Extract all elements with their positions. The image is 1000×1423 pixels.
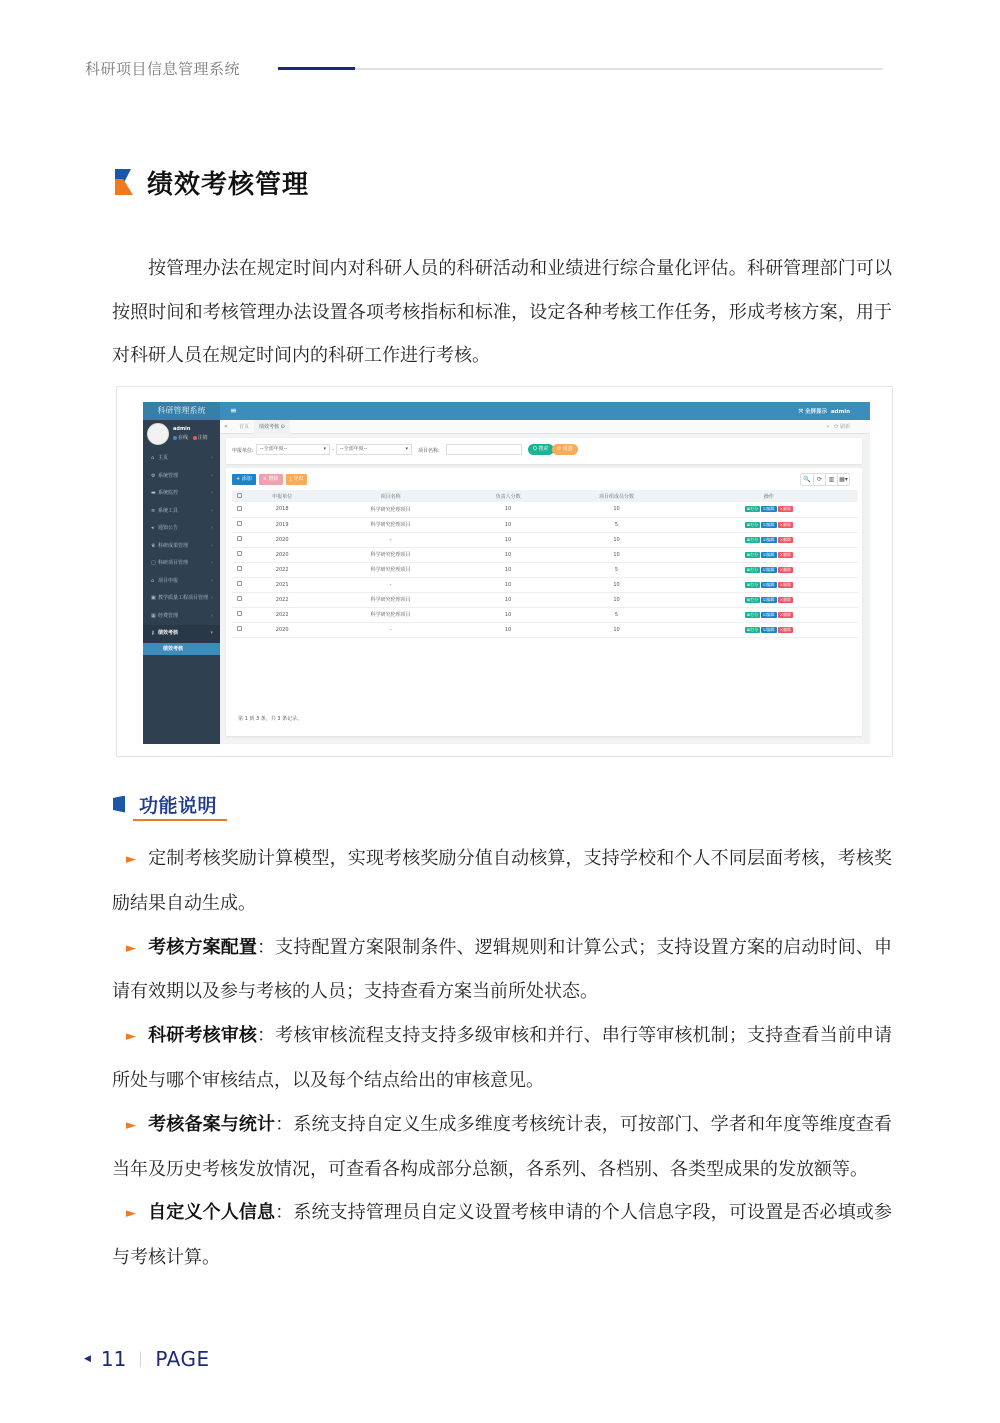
func-title: 功能说明 bbox=[139, 794, 218, 817]
col-leader-score[interactable]: 负责人分数 bbox=[495, 493, 521, 500]
chevron-down-icon: ▾ bbox=[323, 446, 326, 452]
cell-actions bbox=[680, 592, 858, 607]
project-name-label: 项目名称: bbox=[418, 448, 440, 454]
table-row bbox=[232, 607, 858, 622]
func-title-underline bbox=[133, 819, 227, 821]
logout-icon bbox=[193, 436, 197, 440]
func-heading bbox=[113, 789, 217, 819]
cell-unit: 2020 bbox=[275, 626, 289, 633]
select-all-checkbox[interactable] bbox=[237, 493, 242, 498]
row-checkbox[interactable] bbox=[237, 581, 242, 586]
score-button[interactable]: ≣打分 bbox=[746, 521, 759, 527]
chevron-left-icon: ‹ bbox=[211, 455, 213, 461]
tab-home[interactable]: 首页 bbox=[239, 424, 250, 430]
monitor-icon: ▬ bbox=[151, 490, 156, 496]
edit-button[interactable]: ☑编辑 bbox=[763, 626, 775, 632]
chevron-left-icon: ‹ bbox=[211, 507, 213, 514]
refresh-icon[interactable]: ⟳ bbox=[813, 474, 825, 485]
table-header-row bbox=[232, 490, 858, 502]
cell-member-score: 10 bbox=[613, 536, 620, 543]
delete-button[interactable]: × 删除 bbox=[259, 474, 283, 485]
chevron-left-icon: ‹ bbox=[211, 595, 213, 601]
search-button[interactable]: Q 搜索 bbox=[528, 444, 554, 455]
unit-label: 申报单位: bbox=[232, 448, 254, 454]
chevron-left-icon: ‹ bbox=[211, 542, 213, 549]
sidebar-item[interactable] bbox=[143, 538, 220, 556]
sidebar-item-label: 通知公告 bbox=[158, 525, 179, 531]
book-icon: ▣ bbox=[151, 595, 156, 601]
edit-button[interactable]: ☑编辑 bbox=[763, 566, 775, 572]
row-delete-button[interactable]: ×删除 bbox=[779, 626, 792, 632]
cell-leader-score: 10 bbox=[504, 581, 512, 588]
score-button[interactable]: ≣打分 bbox=[746, 566, 759, 572]
app-topbar bbox=[220, 402, 870, 420]
cell-actions bbox=[680, 547, 858, 562]
page-number: 11 bbox=[100, 1347, 127, 1371]
row-delete-button[interactable]: ×删除 bbox=[779, 506, 792, 512]
cell-leader-score: 10 bbox=[504, 626, 512, 633]
gear-icon: ⚙ bbox=[151, 472, 156, 479]
brand-logo-icon bbox=[115, 169, 133, 195]
sidebar-item-label: 系统管理 bbox=[158, 472, 179, 479]
table-row bbox=[232, 547, 858, 562]
row-delete-button[interactable]: ×删除 bbox=[779, 521, 792, 527]
tab-scroll-right-icon[interactable]: » bbox=[826, 424, 830, 430]
row-checkbox[interactable] bbox=[237, 626, 242, 631]
cell-unit: 2021 bbox=[275, 581, 289, 588]
sidebar-item[interactable] bbox=[143, 468, 220, 486]
sidebar-item-label: 经费管理 bbox=[158, 612, 179, 619]
topbar-user[interactable]: admin bbox=[830, 409, 850, 415]
cell-actions bbox=[680, 577, 858, 592]
cell-actions bbox=[680, 562, 858, 577]
col-member-score[interactable]: 项目组成员分数 bbox=[599, 493, 635, 500]
edit-button[interactable]: ☑编辑 bbox=[763, 596, 775, 602]
header-rule bbox=[278, 68, 883, 70]
key-icon: ⚷ bbox=[151, 630, 155, 636]
pagination-summary: 第 1 到 3 条，共 3 条记录。 bbox=[238, 716, 303, 722]
row-checkbox[interactable] bbox=[237, 551, 242, 556]
feature-item: ► 考核备案与统计：系统支持自定义生成多维度考核统计表，可按部门、学者和年度等维度查看当年及历史考核发放情况，可查看各构成部分总额，各系列、各档别、各类型成果的发放额等。 bbox=[112, 1103, 892, 1192]
row-delete-button[interactable]: ×删除 bbox=[779, 581, 792, 587]
tools-icon: ≡ bbox=[151, 507, 156, 514]
sidebar-item-label: 绩效考核 bbox=[158, 630, 179, 636]
feature-list bbox=[112, 837, 892, 1280]
cell-project-name: 科学研究伦理项目 bbox=[370, 612, 411, 618]
score-button[interactable]: ≣打分 bbox=[746, 551, 759, 557]
sidebar-item[interactable] bbox=[143, 520, 220, 538]
edit-button[interactable]: ☑编辑 bbox=[763, 581, 775, 587]
table-view-tools bbox=[800, 473, 850, 486]
col-project-name[interactable]: 项目名称 bbox=[380, 493, 401, 500]
section-title: 绩效考核管理 bbox=[147, 169, 310, 200]
col-unit[interactable]: 申报单位 bbox=[272, 493, 293, 500]
chevron-left-icon: ‹ bbox=[211, 525, 213, 531]
user-panel bbox=[143, 420, 220, 450]
cell-leader-score: 10 bbox=[504, 611, 512, 618]
feature-item: ► 考核方案配置：支持配置方案限制条件、逻辑规则和计算公式；支持设置方案的启动时间、申请有效期以及参与考核的人员；支持查看方案当前所处状态。 bbox=[112, 926, 892, 1015]
cell-unit: 2019 bbox=[275, 521, 289, 528]
chevron-left-icon: ‹ bbox=[211, 577, 213, 584]
cell-project-name: 科学研究伦理项目 bbox=[370, 552, 411, 558]
score-button[interactable]: ≣打分 bbox=[746, 506, 759, 512]
online-dot-icon bbox=[173, 436, 177, 440]
sidebar-item-label: 科研项目管理 bbox=[158, 560, 189, 566]
edit-button[interactable]: ☑编辑 bbox=[763, 506, 775, 512]
cell-member-score: 10 bbox=[613, 626, 620, 633]
cell-unit: 2020 bbox=[275, 536, 289, 543]
table-row bbox=[232, 577, 858, 592]
cell-leader-score: 10 bbox=[504, 566, 512, 573]
cell-project-name: - bbox=[389, 536, 392, 543]
score-button[interactable]: ≣打分 bbox=[746, 596, 759, 602]
reset-button[interactable]: ⟳ 重置 bbox=[552, 444, 578, 455]
feature-item: ► 自定义个人信息：系统支持管理员自定义设置考核申请的个人信息字段，可设置是否必填或参与考核计算。 bbox=[112, 1191, 892, 1280]
cell-leader-score: 10 bbox=[504, 536, 512, 543]
toggle-view-icon[interactable]: ▥ bbox=[825, 474, 837, 485]
arrow-right-icon: ► bbox=[126, 1029, 136, 1045]
row-delete-button[interactable]: ×删除 bbox=[779, 611, 792, 617]
cell-member-score: 10 bbox=[613, 506, 620, 513]
year-select-1[interactable]: --全部年度-- ▾ bbox=[256, 444, 330, 455]
sidebar-item-label: 科研成果管理 bbox=[158, 542, 189, 549]
topbar-right bbox=[799, 407, 850, 416]
cell-project-name: 科学研究伦理项目 bbox=[370, 506, 411, 513]
arrow-right-icon: ► bbox=[126, 1117, 136, 1133]
app-brand: 科研管理系统 bbox=[143, 402, 220, 420]
columns-icon[interactable]: ▦▾ bbox=[837, 474, 849, 485]
row-delete-button[interactable]: ×删除 bbox=[779, 566, 792, 572]
system-title: 科研项目信息管理系统 bbox=[85, 60, 241, 78]
table-row bbox=[232, 502, 858, 517]
score-button[interactable]: ≣打分 bbox=[746, 626, 759, 632]
cell-project-name: - bbox=[389, 626, 392, 633]
sidebar-item[interactable] bbox=[143, 503, 220, 521]
chevron-left-icon: ‹ bbox=[211, 612, 213, 619]
project-icon: ▢ bbox=[151, 560, 156, 566]
fullscreen-button[interactable]: ⤧ 全屏显示 bbox=[798, 409, 827, 415]
cell-unit: 2022 bbox=[275, 596, 289, 603]
cell-actions bbox=[680, 532, 858, 547]
logout-link[interactable]: 注销 bbox=[197, 435, 208, 441]
triangle-left-icon: ◀ bbox=[84, 1354, 91, 1364]
table-row bbox=[232, 532, 858, 547]
tab-right-controls bbox=[826, 423, 850, 430]
sidebar-item-label: 项目申报 bbox=[158, 577, 179, 584]
row-delete-button[interactable]: ×删除 bbox=[779, 551, 792, 557]
cell-unit: 2020 bbox=[275, 551, 289, 558]
cell-project-name: 科学研究伦理项目 bbox=[370, 522, 411, 528]
megaphone-icon: ◂ bbox=[151, 525, 154, 531]
feature-item: ► 定制考核奖励计算模型，实现考核奖励分值自动核算，支持学校和个人不同层面考核，考核奖励结果自动生成。 bbox=[112, 837, 892, 926]
bank-icon: ⌂ bbox=[151, 577, 155, 584]
score-button[interactable]: ≣打分 bbox=[746, 581, 759, 587]
assessment-table bbox=[232, 490, 858, 638]
search-toggle-icon[interactable]: 🔍 bbox=[803, 476, 811, 483]
flag-icon bbox=[113, 796, 125, 813]
tab-bar bbox=[220, 420, 870, 434]
row-checkbox[interactable] bbox=[237, 566, 242, 571]
row-checkbox[interactable] bbox=[237, 536, 242, 541]
sidebar-item[interactable] bbox=[143, 450, 220, 468]
sidebar-item[interactable] bbox=[143, 608, 220, 626]
cell-member-score: 10 bbox=[613, 596, 620, 603]
cell-member-score: 5 bbox=[614, 611, 619, 618]
row-checkbox[interactable] bbox=[237, 506, 242, 511]
chevron-down-icon: ▾ bbox=[210, 630, 213, 636]
sidebar-item-label: 教学质量工程项目管理 bbox=[158, 595, 209, 601]
cell-member-score: 10 bbox=[613, 581, 620, 588]
row-delete-button[interactable]: ×删除 bbox=[779, 596, 792, 602]
user-status: 在线 注销 bbox=[173, 434, 208, 441]
cell-unit: 2022 bbox=[275, 611, 289, 618]
refresh-button[interactable]: ⟳ 刷新 bbox=[834, 424, 850, 430]
cell-actions bbox=[680, 607, 858, 622]
cell-leader-score: 10 bbox=[504, 551, 512, 558]
edit-button[interactable]: ☑编辑 bbox=[763, 536, 775, 542]
sidebar-item-label: 系统监控 bbox=[158, 490, 179, 496]
cell-member-score: 5 bbox=[614, 521, 619, 528]
tab-performance[interactable]: 绩效考核 ⊙ bbox=[254, 420, 290, 434]
edit-button[interactable]: ☑编辑 bbox=[763, 611, 775, 617]
sidebar-item-label: 主页 bbox=[158, 455, 169, 461]
user-name: admin bbox=[173, 426, 191, 432]
intro-paragraph: 按管理办法在规定时间内对科研人员的科研活动和业绩进行综合量化评估。科研管理部门可以按照时间和考核管理办法设置各项考核指标和标准，设定各种考核工作任务，形成考核方案，用于对科研人员在规定时间内的科研工作进行考核。 bbox=[112, 258, 892, 366]
edit-button[interactable]: ☑编辑 bbox=[763, 521, 775, 527]
sidebar-item[interactable] bbox=[143, 555, 220, 573]
cell-unit: 2022 bbox=[275, 566, 289, 573]
cell-project-name: 科学研究伦理项目 bbox=[370, 567, 411, 573]
cell-member-score: 5 bbox=[614, 566, 619, 573]
table-toolbar bbox=[232, 474, 307, 485]
sidebar-subitem-performance[interactable]: 绩效考核 bbox=[143, 643, 220, 655]
export-button[interactable]: ⤓ 导出 bbox=[286, 474, 308, 485]
cell-project-name: - bbox=[389, 581, 392, 588]
page-label: PAGE bbox=[155, 1347, 210, 1371]
feature-item: ► 科研考核审核：考核审核流程支持支持多级审核和并行、串行等审核机制；支持查看当前申请所处与哪个审核结点，以及每个结点给出的审核意见。 bbox=[112, 1014, 892, 1103]
cell-actions bbox=[680, 622, 858, 637]
row-checkbox[interactable] bbox=[237, 521, 242, 526]
cell-leader-score: 10 bbox=[504, 521, 512, 528]
page-footer bbox=[84, 1347, 210, 1371]
project-name-input[interactable] bbox=[446, 444, 522, 455]
tab-scroll-left-icon[interactable]: « bbox=[224, 423, 228, 430]
sidebar-item[interactable] bbox=[143, 590, 220, 608]
screenshot-figure bbox=[116, 386, 893, 757]
sidebar-item[interactable] bbox=[143, 625, 220, 643]
search-form: 申报单位: --全部年度-- ▾ - --全部年度-- ▾ 项目名称: Q 搜索 ⟳ 重置 bbox=[226, 438, 862, 464]
edit-button[interactable]: ☑编辑 bbox=[763, 551, 775, 557]
cell-leader-score: 10 bbox=[504, 506, 512, 513]
trophy-icon: ♛ bbox=[151, 542, 156, 549]
arrow-right-icon: ► bbox=[126, 852, 136, 867]
arrow-right-icon: ► bbox=[126, 1206, 136, 1222]
chevron-left-icon: ‹ bbox=[211, 472, 213, 479]
cell-leader-score: 10 bbox=[504, 596, 512, 603]
divider bbox=[140, 1351, 141, 1367]
menu-toggle-icon[interactable]: ≡ bbox=[230, 406, 237, 415]
row-checkbox[interactable] bbox=[237, 611, 242, 616]
add-button[interactable]: + 添加 bbox=[232, 474, 256, 485]
score-button[interactable]: ≣打分 bbox=[746, 611, 759, 617]
app-screenshot bbox=[143, 402, 870, 744]
app-sidebar bbox=[143, 402, 220, 744]
row-delete-button[interactable]: ×删除 bbox=[779, 536, 792, 542]
cell-actions bbox=[680, 502, 858, 517]
sidebar-nav bbox=[143, 450, 220, 643]
cell-member-score: 10 bbox=[613, 551, 620, 558]
sidebar-item[interactable] bbox=[143, 485, 220, 503]
cell-project-name: 科学研究伦理项目 bbox=[370, 597, 411, 603]
arrow-right-icon: ► bbox=[126, 940, 136, 956]
chevron-left-icon: ‹ bbox=[211, 490, 213, 496]
home-icon: ⌂ bbox=[151, 455, 155, 461]
funds-icon: ▦ bbox=[151, 612, 156, 619]
chevron-down-icon: ▾ bbox=[405, 446, 408, 452]
section-heading bbox=[115, 165, 309, 199]
sidebar-item-label: 系统工具 bbox=[158, 507, 179, 514]
avatar[interactable] bbox=[147, 423, 169, 445]
document-header bbox=[85, 58, 885, 80]
table-row bbox=[232, 562, 858, 577]
col-actions: 操作 bbox=[763, 493, 774, 500]
table-row bbox=[232, 517, 858, 532]
year-select-2[interactable]: --全部年度-- ▾ bbox=[336, 444, 412, 455]
score-button[interactable]: ≣打分 bbox=[746, 536, 759, 542]
table-card bbox=[226, 468, 862, 736]
chevron-left-icon: ‹ bbox=[211, 560, 213, 566]
header-rule-accent bbox=[278, 67, 355, 70]
table-row bbox=[232, 592, 858, 607]
cell-unit: 2018 bbox=[275, 506, 289, 513]
sidebar-item[interactable] bbox=[143, 573, 220, 591]
table-row bbox=[232, 622, 858, 637]
cell-actions bbox=[680, 517, 858, 532]
row-checkbox[interactable] bbox=[237, 596, 242, 601]
